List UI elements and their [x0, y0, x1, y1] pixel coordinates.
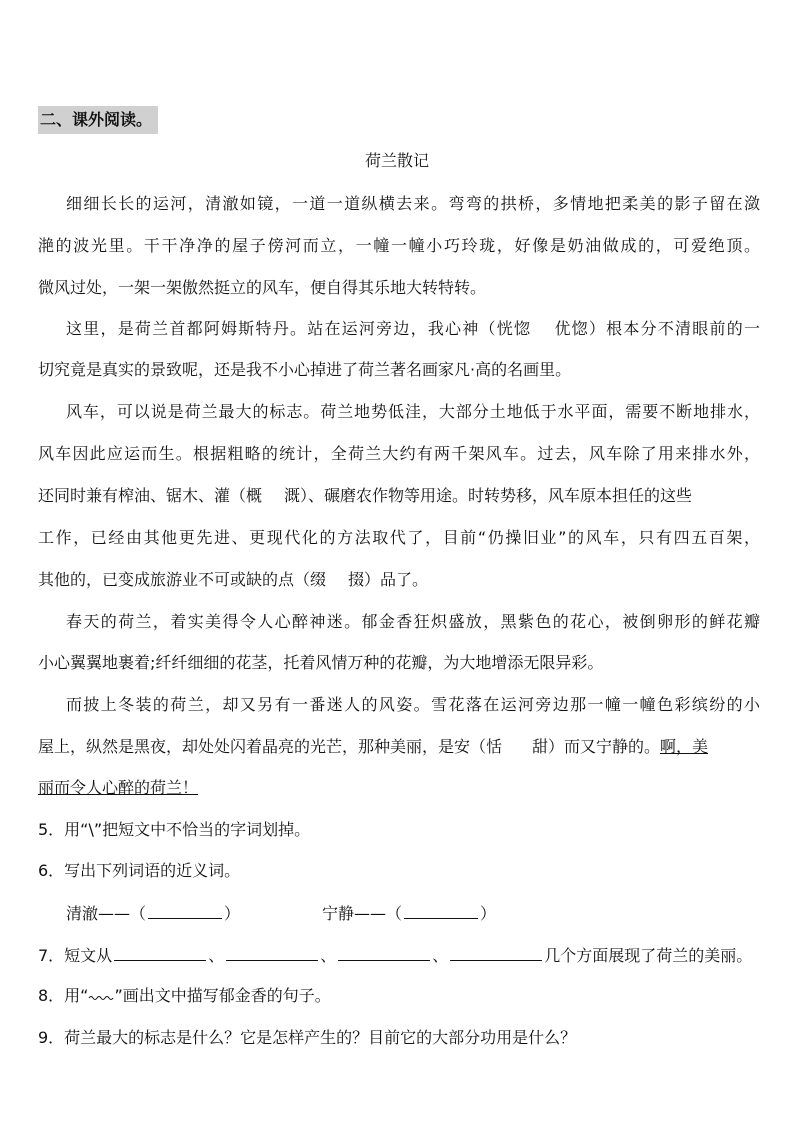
paragraph-1-line-3: 微风过处，一架一架傲然挺立的风车，便自得其乐地大转特转。: [38, 278, 487, 297]
question-8: [38, 985, 331, 1007]
paragraph-5-line-2-b: 甜）而又宁静的。: [532, 737, 661, 756]
paragraph-3-line-5-a: 其他的，已变成旅游业不可或缺的点（缀: [38, 570, 327, 589]
paragraph-3-line-2: 风车因此应运而生。根据粗略的统计，全荷兰大约有两千架风车。过去，风车除了用来排水外，: [38, 444, 760, 463]
question-7-sep-1: 、: [208, 946, 225, 965]
answer-blank-4[interactable]: [226, 944, 318, 961]
paragraph-1-line-1: 细细长长的运河，清澈如镜，一道一道纵横去来。弯弯的拱桥，多情地把柔美的影子留在潋: [66, 194, 760, 213]
question-9: 9．荷兰最大的标志是什么？它是怎样产生的？目前它的大部分功用是什么？: [38, 1028, 577, 1047]
question-7-prefix: 7．短文从: [38, 946, 113, 965]
underlined-sentence-start: 啊，美: [660, 737, 709, 756]
paragraph-3-line-5: [38, 569, 428, 591]
question-6-item-2: [322, 902, 496, 925]
paragraph-3-line-4: 工作，已经由其他更先进、更现代化的方法取代了，目前“仍操旧业”的风车，只有四五百架，: [38, 528, 760, 547]
answer-blank-3[interactable]: [114, 944, 206, 961]
paragraph-4-line-2: 小心翼翼地裹着;纤纤细细的花茎，托着风情万种的花瓣，为大地增添无限异彩。: [38, 653, 604, 672]
question-6-item-1: [66, 902, 240, 925]
paragraph-5-line-2-a: 屋上，纵然是黑夜，却处处闪着晶亮的光芒，那种美丽，是安（恬: [38, 737, 503, 756]
paragraph-4-line-1: 春天的荷兰，着实美得令人心醉神迷。郁金香狂炽盛放，黑紫色的花心，被倒卵形的鲜花瓣: [66, 612, 760, 631]
paragraph-3-line-5-b: 掇）品了。: [348, 570, 429, 589]
question-5: 5．用“\”把短文中不恰当的字词划掉。: [38, 820, 311, 839]
paragraph-3-line-3-a: 还同时兼有榨油、锯木、灌（概: [38, 486, 263, 505]
paragraph-2-line-1-b: 优惚）根本分不清眼前的一: [553, 319, 760, 338]
question-7: [38, 944, 752, 967]
question-7-sep-3: 、: [432, 946, 449, 965]
wavy-line-icon: [88, 993, 114, 1001]
answer-blank-6[interactable]: [450, 944, 542, 961]
underlined-sentence-end: 丽而令人心醉的荷兰！: [38, 778, 199, 797]
paragraph-5-line-1: 而披上冬装的荷兰，却又另有一番迷人的风姿。雪花落在运河旁边那一幢一幢色彩缤纷的小: [66, 695, 760, 714]
paragraph-2-line-2: 切究竟是真实的景致呢，还是我不小心掉进了荷兰著名画家凡·高的名画里。: [38, 360, 572, 379]
answer-blank-2[interactable]: [404, 902, 478, 919]
question-6-item-1-label: 清澈——（: [66, 904, 147, 923]
paragraph-3-line-3: [38, 485, 692, 507]
section-title: 二、课外阅读。: [38, 106, 158, 134]
paragraph-3-line-3-b: 溉）、碾磨农作物等用途。时转势移，风车原本担任的这些: [284, 486, 693, 505]
answer-blank-5[interactable]: [338, 944, 430, 961]
paragraph-3-line-1: 风车，可以说是荷兰最大的标志。荷兰地势低洼，大部分土地低于水平面，需要不断地排水，: [66, 402, 760, 421]
paragraph-1-line-2: 滟的波光里。干干净净的屋子傍河而立，一幢一幢小巧玲珑，好像是奶油做成的，可爱绝顶。: [38, 236, 760, 255]
paragraph-2-line-1: [66, 318, 760, 340]
paragraph-2-line-1-a: 这里，是荷兰首都阿姆斯特丹。站在运河旁边，我心神（恍惚: [66, 319, 532, 338]
essay-title: 荷兰散记: [364, 151, 429, 170]
question-6-prompt: 6．写出下列词语的近义词。: [38, 861, 241, 880]
question-6-item-1-close: ）: [224, 904, 241, 923]
question-8-prefix: 8．用“: [38, 986, 89, 1005]
question-7-suffix: 几个方面展现了荷兰的美丽。: [544, 946, 753, 965]
question-7-sep-2: 、: [320, 946, 337, 965]
question-6-item-2-label: 宁静——（: [322, 904, 403, 923]
paragraph-5-line-2: [38, 736, 708, 758]
question-6-item-2-close: ）: [480, 904, 497, 923]
answer-blank-1[interactable]: [148, 902, 222, 919]
question-8-suffix: ”画出文中描写郁金香的句子。: [114, 986, 331, 1005]
